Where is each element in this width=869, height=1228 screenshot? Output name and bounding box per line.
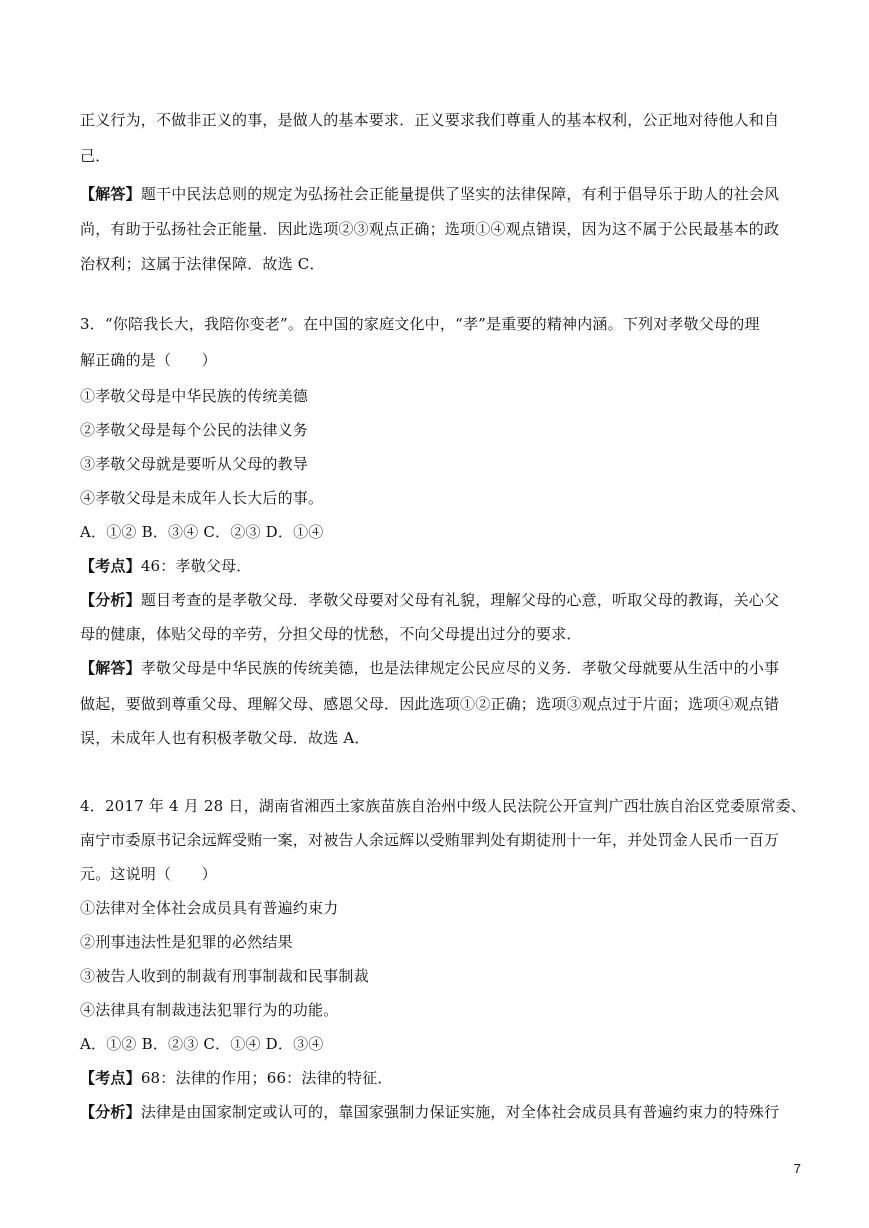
q3-option-2: ②孝敬父母是每个公民的法律义务 xyxy=(80,421,309,439)
q3-stem-line-2: 解正确的是（ ） xyxy=(80,351,217,369)
jieda-label: 【解答】 xyxy=(80,185,141,203)
q3-choices: A．①② B．③④ C．②③ D．①④ xyxy=(80,523,324,541)
q4-stem-line-3: 元。这说明（ ） xyxy=(80,865,217,883)
q3-option-1: ①孝敬父母是中华民族的传统美德 xyxy=(80,387,309,405)
jieda-label: 【解答】 xyxy=(80,659,141,677)
fenxi-label: 【分析】 xyxy=(80,1103,141,1121)
prev-jieda-line-1 xyxy=(80,184,800,204)
q4-fenxi-line-1 xyxy=(80,1102,800,1122)
kaodian-text: 46：孝敬父母． xyxy=(140,557,252,575)
q4-option-1: ①法律对全体社会成员具有普遍约束力 xyxy=(80,899,339,917)
q3-fenxi-line-1 xyxy=(80,590,800,610)
q3-fenxi-line-2: 母的健康，体贴父母的辛劳，分担父母的忧愁，不向父母提出过分的要求． xyxy=(80,625,582,643)
q3-jieda-line-1 xyxy=(80,658,800,678)
kaodian-label: 【考点】 xyxy=(80,557,141,575)
fenxi-label: 【分析】 xyxy=(80,591,141,609)
prev-answer-line-1: 正义行为，不做非正义的事，是做人的基本要求．正义要求我们尊重人的基本权利，公正地对待他人和自 xyxy=(80,111,780,129)
jieda-text: 孝敬父母是中华民族的传统美德，也是法律规定公民应尽的义务．孝敬父母就要从生活中的小事 xyxy=(140,659,780,677)
fenxi-text: 题目考查的是孝敬父母．孝敬父母要对父母有礼貌，理解父母的心意，听取父母的教诲，关心父 xyxy=(140,591,780,609)
q3-jieda-line-2: 做起，要做到尊重父母、理解父母、感恩父母．因此选项①②正确；选项③观点过于片面；选项④观点错 xyxy=(80,695,780,713)
fenxi-text: 法律是由国家制定或认可的，靠国家强制力保证实施，对全体社会成员具有普遍约束力的特殊行 xyxy=(140,1103,780,1121)
q3-jieda-line-3: 误，未成年人也有积极孝敬父母．故选 A． xyxy=(80,729,370,747)
q4-option-4: ④法律具有制裁违法犯罪行为的功能。 xyxy=(80,1001,339,1019)
prev-answer-line-2: 己． xyxy=(80,147,111,165)
q3-option-3: ③孝敬父母就是要听从父母的教导 xyxy=(80,455,309,473)
jieda-text: 题干中民法总则的规定为弘扬社会正能量提供了坚实的法律保障，有利于倡导乐于助人的社会风 xyxy=(140,185,780,203)
page-number: 7 xyxy=(793,1161,801,1176)
prev-jieda-line-2: 尚，有助于弘扬社会正能量．因此选项②③观点正确；选项①④观点错误，因为这不属于公民最基本的政 xyxy=(80,220,780,238)
q3-option-4: ④孝敬父母是未成年人长大后的事。 xyxy=(80,489,324,507)
kaodian-label: 【考点】 xyxy=(80,1069,141,1087)
q4-stem-line-1: 4．2017 年 4 月 28 日，湖南省湘西土家族苗族自治州中级人民法院公开宣判广西壮族自治区党委原常委、 xyxy=(80,797,806,815)
q3-stem-line-1: 3．“你陪我长大，我陪你变老”。在中国的家庭文化中，“孝”是重要的精神内涵。下列对孝敬父母的理 xyxy=(80,315,760,333)
q3-kaodian xyxy=(80,556,800,576)
prev-jieda-line-3: 治权利；这属于法律保障．故选 C． xyxy=(80,255,325,273)
q4-option-2: ②刑事违法性是犯罪的必然结果 xyxy=(80,933,293,951)
q4-kaodian xyxy=(80,1068,800,1088)
kaodian-text: 68：法律的作用；66：法律的特征． xyxy=(140,1069,393,1087)
q4-choices: A．①② B．②③ C．①④ D．③④ xyxy=(80,1035,324,1053)
q4-option-3: ③被告人收到的制裁有刑事制裁和民事制裁 xyxy=(80,967,369,985)
q4-stem-line-2: 南宁市委原书记余远辉受贿一案，对被告人余远辉以受贿罪判处有期徒刑十一年，并处罚金人民币一百万 xyxy=(80,831,780,849)
